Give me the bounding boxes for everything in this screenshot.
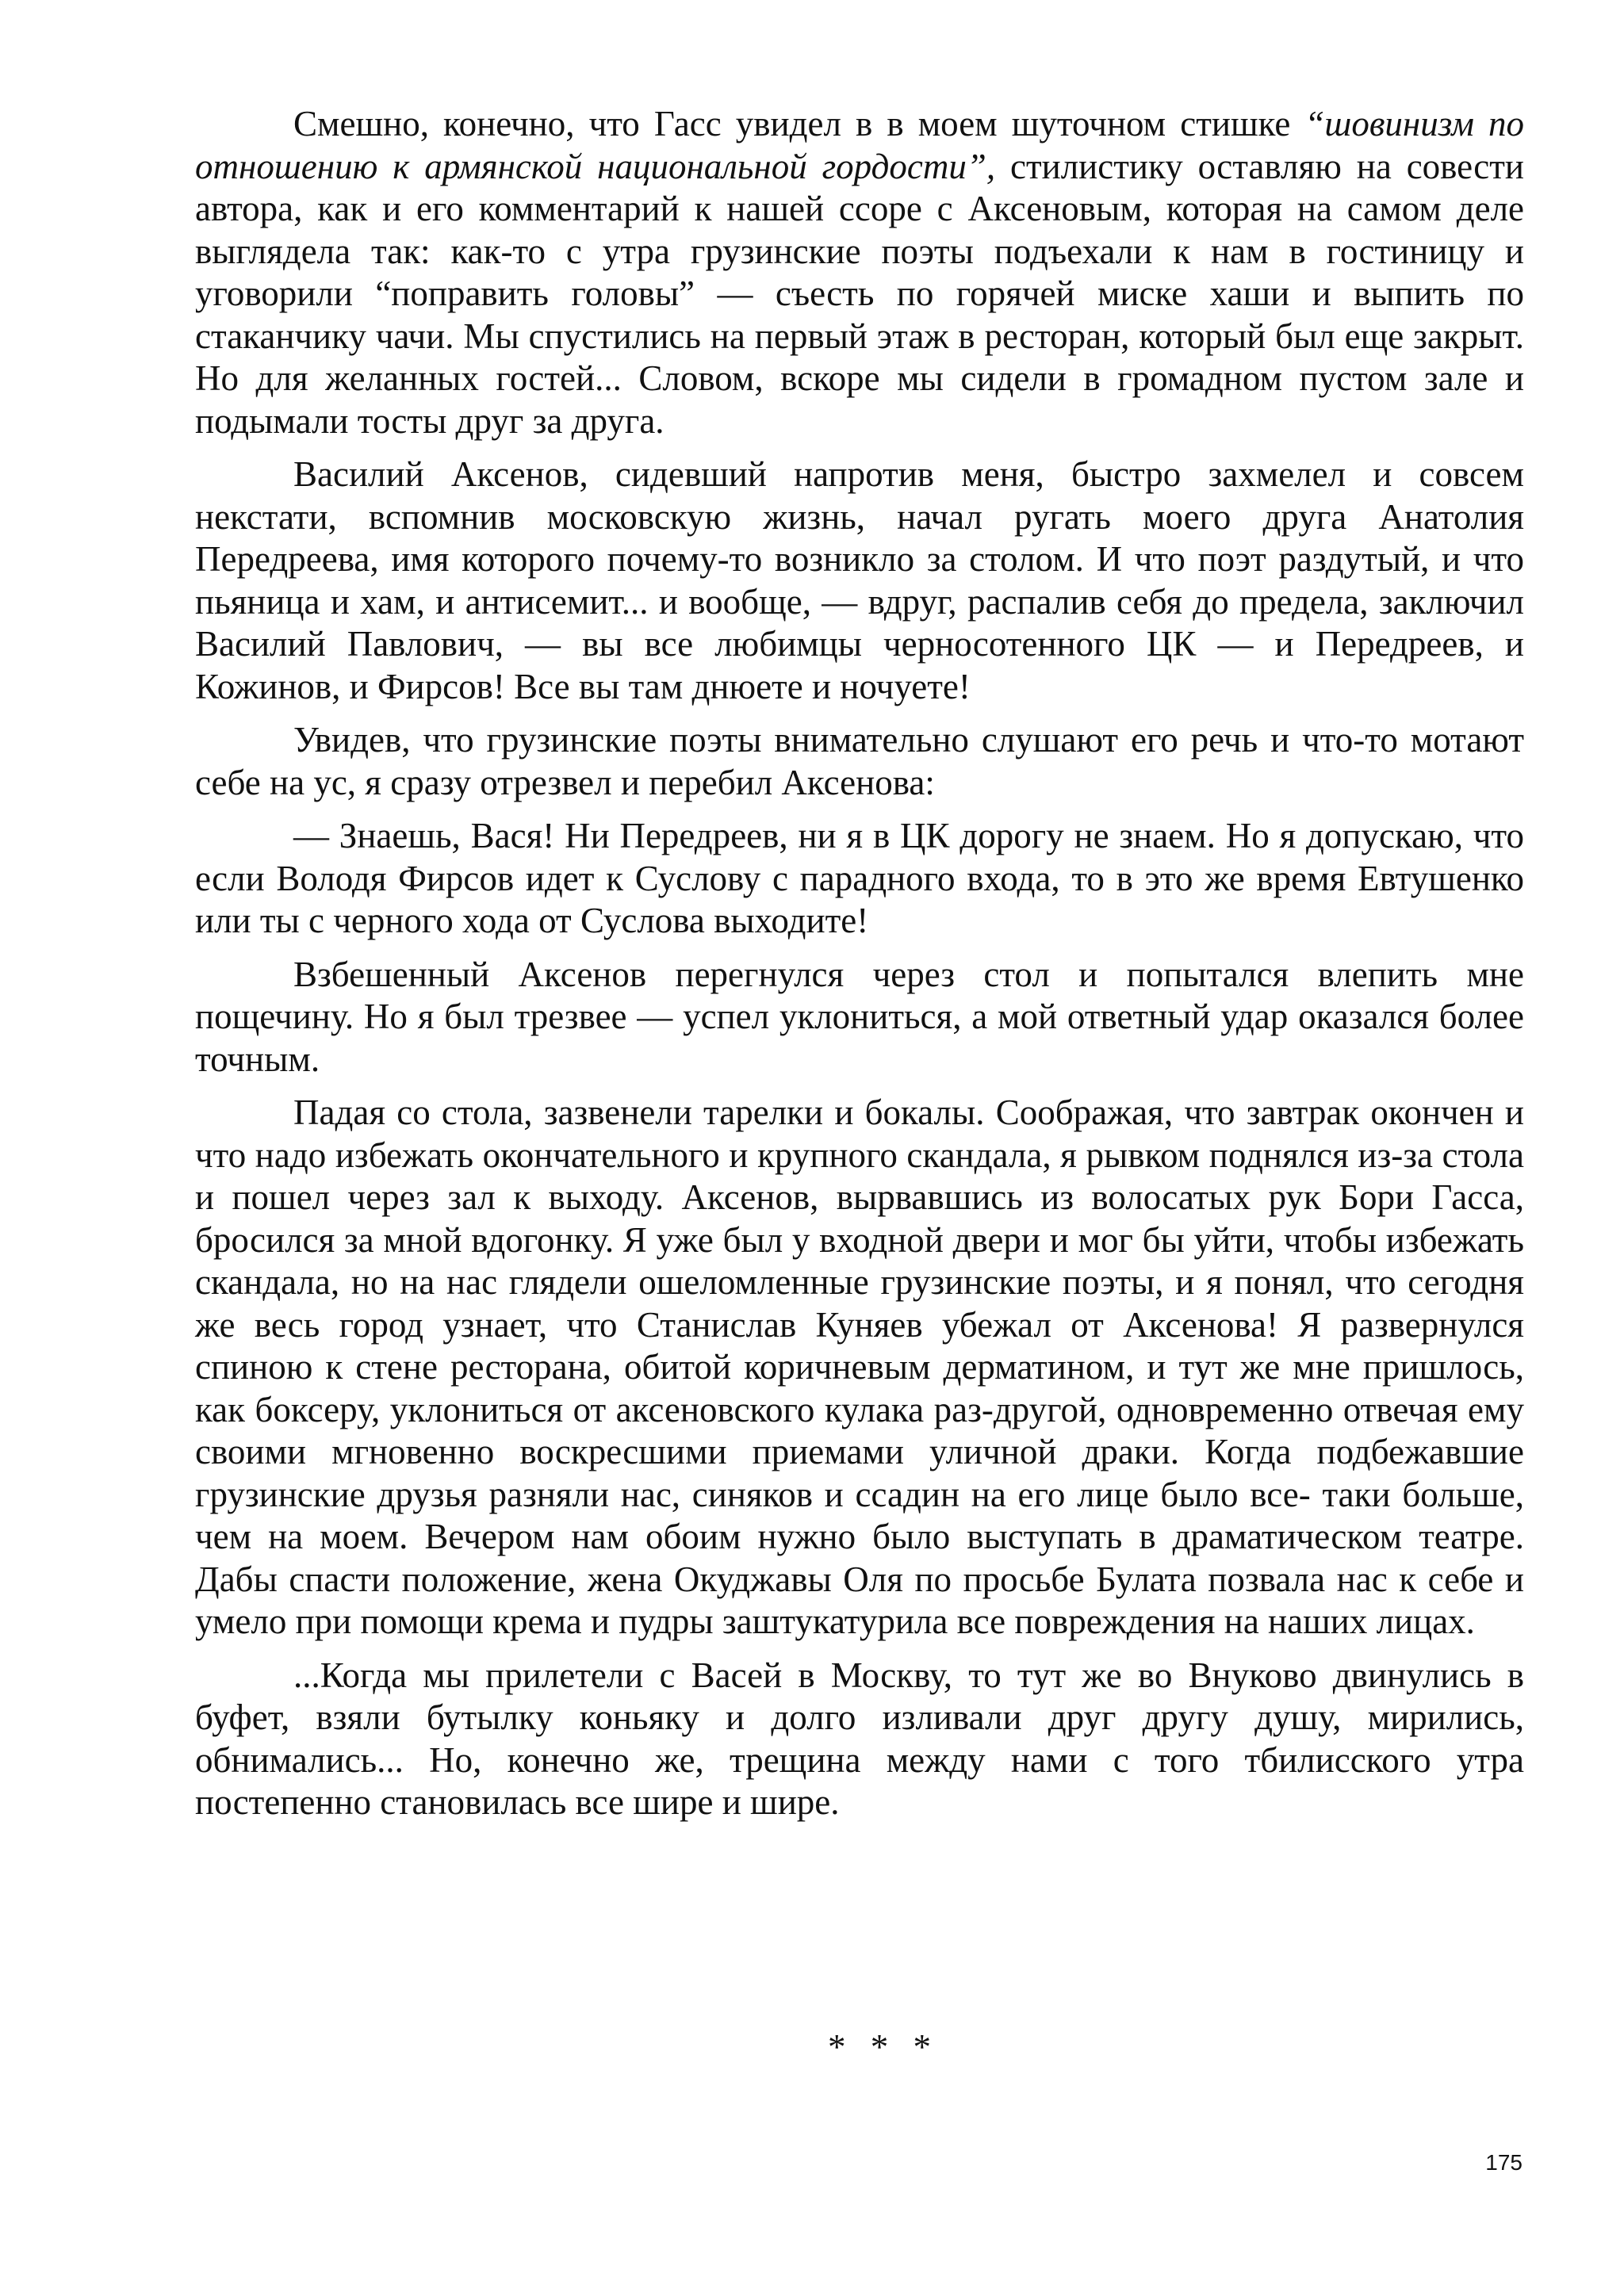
paragraph-5: Взбешенный Аксенов перегнулся через стол и попытался влепить мне пощечину. Но я был трезвее — успел уклониться, а мой ответный удар оказался более точным.	[195, 954, 1524, 1079]
paragraph-7: ...Когда мы прилетели с Васей в Москву, то тут же во Внуково двинулись в буфет, взяли бутылку коньяку и долго изливали друг другу душу, мирились, обнимались... Но, конечно же, трещина между нами с того тбилисского утра постепенно становилась все шире и шире.	[195, 1655, 1524, 1822]
paragraph-1-end: стилистику оставляю на совести автора, как и его комментарий к нашей ссоре с Аксеновым, которая на самом деле выглядела так: как-то с утра грузинские поэты подъехали к нам в гостиницу и уговорили “поправить головы” — съесть по горячей миске хаши и выпить по стаканчику чачи. Мы спустились на первый этаж в ресторан, который был еще закрыт. Но для желанных гостей... Словом, вскоре мы сидели в громадном пустом зале и подымали тосты друг за друга.	[195, 146, 1524, 441]
paragraph-3: Увидев, что грузинские поэты внимательно слушают его речь и что-то мотают себе на ус, я сразу отрезвел и перебил Аксенова:	[195, 720, 1524, 802]
page-body	[195, 103, 1524, 1835]
paragraph-6: Падая со стола, зазвенели тарелки и бокалы. Соображая, что завтрак окончен и что надо избежать окончательного и крупного скандала, я рывком поднялся из-за стола и пошел через зал к выходу. Аксенов, вырвавшись из волосатых рук Бори Гасса, бросился за мной вдогонку. Я уже был у входной двери и мог бы уйти, чтобы избежать скандала, но на нас глядели ошеломленные грузинские поэты, и я понял, что сегодня же весь город узнает, что Станислав Куняев убежал от Аксенова! Я развернулся спиною к стене ресторана, обитой коричневым дерматином, и тут же мне пришлось, как боксеру, уклониться от аксеновского кулака раз-другой, одновременно отвечая ему своими мгновенно воскресшими приемами уличной драки. Когда подбежавшие грузинские друзья разняли нас, синяков и ссадин на его лице было все- таки больше, чем на моем. Вечером нам обоим нужно было выступать в драматическом театре. Дабы спасти положение, жена Окуджавы Оля по просьбе Булата позвала нас к себе и умело при помощи крема и пудры заштукатурила все повреждения на наших лицах.	[195, 1093, 1524, 1641]
italic-quote: “шовинизм по отношению к армянской национальной гордости”,	[195, 104, 1524, 186]
section-separator: * * *	[828, 2027, 939, 2067]
page-number: 175	[1485, 2150, 1522, 2175]
paragraph-1	[195, 103, 1524, 442]
paragraph-1-start: Смешно, конечно, что Гасс увидел в в моем шуточном стишке	[293, 104, 1305, 144]
paragraph-2: Василий Аксенов, сидевший напротив меня, быстро захмелел и совсем некстати, вспомнив московскую жизнь, начал ругать моего друга Анатолия Передреева, имя которого почему-то возникло за столом. И что поэт раздутый, и что пьяница и хам, и антисемит... и вообще, — вдруг, распалив себя до предела, заключил Василий Павлович, — вы все любимцы черносотенного ЦК — и Передреев, и Кожинов, и Фирсов! Все вы там днюете и ночуете!	[195, 454, 1524, 706]
paragraph-4: — Знаешь, Вася! Ни Передреев, ни я в ЦК дорогу не знаем. Но я допускаю, что если Володя Фирсов идет к Суслову с парадного входа, то в это же время Евтушенко или ты с черного хода от Суслова выходите!	[195, 816, 1524, 940]
